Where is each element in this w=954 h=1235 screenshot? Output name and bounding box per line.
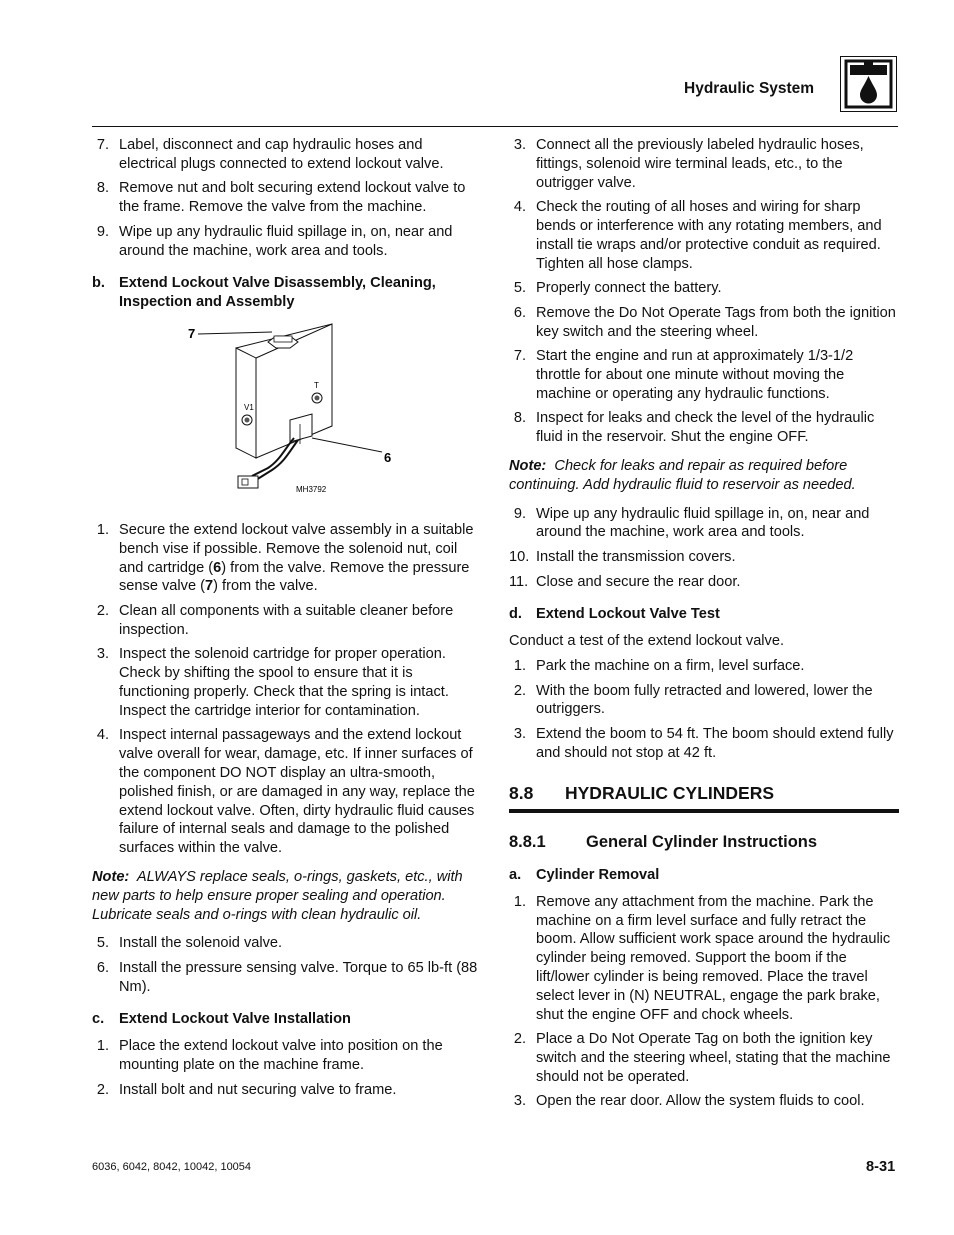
list-item: 8. Inspect for leaks and check the level of the hydraulic fluid in the reservoir. Shut the engine OFF. <box>513 410 875 446</box>
steps-list <box>92 1037 484 1099</box>
list-item: 10. Install the transmission covers. <box>509 548 736 565</box>
list-item: 11. Close and secure the rear door. <box>509 573 741 590</box>
list-item: 3. Extend the boom to 54 ft. The boom should extend fully and should not stop at 42 ft. <box>513 725 894 761</box>
list-item: 2. Place a Do Not Operate Tag on both the ignition key switch and the steering wheel, stating that the machine should not be operated. <box>513 1031 891 1085</box>
valve-illustration <box>172 320 412 510</box>
list-item: 2. Install bolt and nut securing valve to frame. <box>96 1081 397 1098</box>
footer-model-numbers: 6036, 6042, 8042, 10042, 10054 <box>92 1161 252 1173</box>
note: Note: ALWAYS replace seals, o-rings, gaskets, etc., with new parts to help ensure proper sealing and operation. Lubricate seals and o-rings with clean hydraulic oil. <box>92 868 463 923</box>
steps-list <box>509 136 899 447</box>
header-rule <box>92 126 898 127</box>
list-item: 1. Place the extend lockout valve into position on the mounting plate on the machine frame. <box>96 1038 443 1074</box>
list-item: 8. Remove nut and bolt securing extend lockout valve to the frame. Remove the valve from the machine. <box>96 180 466 216</box>
section-heading: 8.8 HYDRAULIC CYLINDERS <box>509 784 899 813</box>
steps-list <box>92 136 484 260</box>
list-item: 3. Inspect the solenoid cartridge for proper operation. Check by shifting the spool to ensure that it is functioning properly. Check that the spring is intact. Inspect the cartridge interior for contamination. <box>96 646 449 719</box>
note: Note: Check for leaks and repair as required before continuing. Add hydraulic fluid to reservoir as needed. <box>509 457 856 493</box>
list-item: 7. Label, disconnect and cap hydraulic hoses and electrical plugs connected to extend lockout valve. <box>96 137 444 172</box>
left-column <box>92 136 484 1105</box>
steps-list <box>509 893 899 1111</box>
subheading-cylinder-removal: a. Cylinder Removal <box>509 867 660 884</box>
list-item: 6. Remove the Do Not Operate Tags from both the ignition key switch and the steering wheel. <box>513 304 896 340</box>
list-item: 7. Start the engine and run at approximately 1/3-1/2 throttle for about one minute without moving the machine or operating any hydraulic functions. <box>513 348 854 402</box>
list-item: 9. Wipe up any hydraulic fluid spillage in, on, near and around the machine, work area and tools. <box>513 505 870 541</box>
subheading-disassembly: b. Extend Lockout Valve Disassembly, Cleaning, Inspection and Assembly <box>92 275 436 311</box>
subheading-installation: c. Extend Lockout Valve Installation <box>92 1011 351 1028</box>
steps-list <box>92 521 484 858</box>
test-intro: Conduct a test of the extend lockout valve. <box>509 633 785 650</box>
subsection-heading: 8.8.1 General Cylinder Instructions <box>509 833 818 852</box>
valve-figure <box>92 320 484 515</box>
list-item: 5. Properly connect the battery. <box>513 280 722 297</box>
list-item: 6. Install the pressure sensing valve. Torque to 65 lb-ft (88 Nm). <box>96 959 478 995</box>
page-number: 8-31 <box>866 1159 896 1175</box>
callout-6: 6 <box>384 449 392 465</box>
list-item: 1. Park the machine on a firm, level surface. <box>513 657 805 674</box>
list-item: 9. Wipe up any hydraulic fluid spillage in, on, near and around the machine, work area and tools. <box>96 223 453 259</box>
list-item: 5. Install the solenoid valve. <box>96 935 283 952</box>
steps-list <box>92 934 484 996</box>
list-item: 3. Connect all the previously labeled hydraulic hoses, fittings, solenoid wire terminal leads, etc., to the outrigger valve. <box>513 137 864 191</box>
callout-7: 7 <box>188 325 196 341</box>
hydraulic-fluid-drop-icon <box>840 56 897 112</box>
list-item: 1. Secure the extend lockout valve assembly in a suitable bench vise if possible. Remove the solenoid nut, coil and cartridge (6) from the valve. Remove the pressure sense valve (7) from the valve. <box>96 521 474 595</box>
list-item: 1. Remove any attachment from the machine. Park the machine on a firm level surface and fully retract the boom. Allow sufficient work space around the hydraulic cylinder being removed. Support the boom if the lift/lower cylinder is being removed. Place the travel select lever in (N) NEUTRAL, engage the park brake, shut the engine OFF and chock wheels. <box>513 893 891 1023</box>
list-item: 2. With the boom fully retracted and lowered, lower the outriggers. <box>513 682 873 718</box>
list-item: 2. Clean all components with a suitable cleaner before inspection. <box>96 602 454 638</box>
steps-list <box>509 657 899 763</box>
steps-list <box>509 505 899 592</box>
list-item: 4. Inspect internal passageways and the extend lockout valve overall for wear, damage, etc. If inner surfaces of the component DO NOT display an ultra-smooth, polished finish, or are damaged in any way, replace the extend lockout valve. Often, dirty hydraulic fluid causes failure of internal seals and damage to the polished surfaces within the valve. <box>96 727 475 857</box>
list-item: 4. Check the routing of all hoses and wiring for sharp bends or interference with any rotating members, and install tie wraps and/or protective conduit as required. Tighten all hose clamps. <box>513 199 882 272</box>
list-item: 3. Open the rear door. Allow the system fluids to cool. <box>513 1093 865 1110</box>
subheading-valve-test: d. Extend Lockout Valve Test <box>509 606 720 623</box>
port-label-t: T <box>314 380 319 390</box>
running-header-title: Hydraulic System <box>684 80 815 97</box>
right-column <box>509 136 899 1117</box>
port-label-v1: V1 <box>244 402 254 412</box>
figure-id: MH3792 <box>296 484 327 494</box>
